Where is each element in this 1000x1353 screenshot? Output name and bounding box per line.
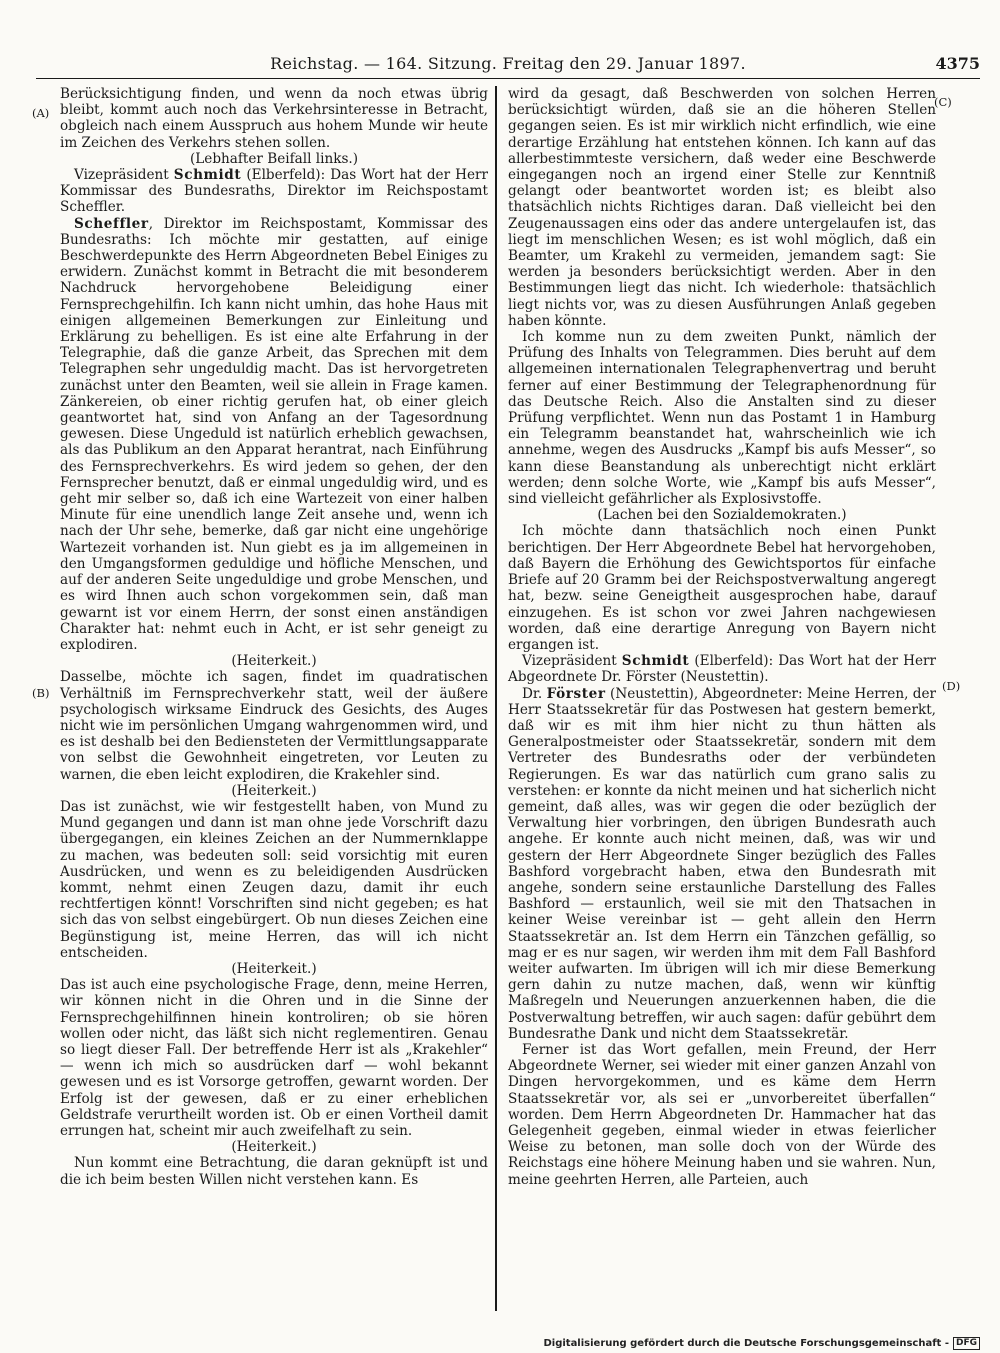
- body-paragraph: wird da gesagt, daß Beschwerden von solchen Herren berücksichtigt würden, daß sie an die höheren Stellen gegangen seien. Es ist mir wirklich nicht erfindlich, wie eine derartige Erzählung hat entstehen können. Ich kann auf das allerbestimmteste versichern, daß weder eine Beschwerde eingegangen noch an irgend einer Stelle zur Kenntniß gelangt oder beantwortet worden ist; es bleibt also thatsächlich nichts Richtiges daran. Daß vielleicht bei den Zeugenaussagen eins oder das andere untergelaufen ist, das liegt im menschlichen Wesen; es ist wohl möglich, daß ein Beamter, um Krakehl zu vermeiden, jemandem sagt: Sie werden ja besonders berücksichtigt werden. Aber in den Bestimmungen liegt das nicht. Ich wiederhole: thatsächlich liegt nichts vor, was zu diesen Ausführungen Anlaß gegeben haben könnte.: [508, 86, 936, 329]
- margin-mark-c: (C): [934, 95, 952, 109]
- speech-paragraph: [60, 167, 488, 216]
- speech-text: (Elberfeld): Das Wort hat der Herr Abgeordnete Dr. Förster (Neustettin).: [508, 653, 937, 686]
- margin-mark-b: (B): [32, 686, 50, 700]
- speech-paragraph: [508, 686, 936, 1042]
- dfg-logo: DFG: [953, 1337, 980, 1350]
- left-column: [60, 86, 488, 1188]
- body-paragraph: Ich komme nun zu dem zweiten Punkt, nämlich der Prüfung des Inhalts von Telegrammen. Dies beruht auf dem allgemeinen internationalen Telegraphenvertrag und beruht ferner auf einer Bestimmung der Telegraphenordnung für das Deutsche Reich. Also die Anstalten sind zu dieser Prüfung verpflichtet. Wenn nun das Postamt 1 in Hamburg ein Telegramm beanstandet hat, wahrscheinlich wie ich annehme, wegen des Ausdrucks „Kampf bis aufs Messer“, so kann diese Beanstandung als unberechtigt nicht erklärt werden; denn solche Worte, wie „Kampf bis aufs Messer“, sind vielleicht gefährlicher als Explosivstoffe.: [508, 329, 936, 508]
- page-number: 4375: [935, 54, 980, 73]
- stage-direction: (Heiterkeit.): [231, 960, 317, 977]
- footer: [543, 1337, 980, 1350]
- speech-text: , Direktor im Reichspostamt, Kommissar des Bundesraths: Ich möchte mir gestatten, auf einige Beschwerdepunkte des Herrn Abgeordneten Bebel Einiges zu erwidern. Zunächst kommt in Betracht die mit besonderem Nachdruck hervorgehobene Beleidigung einer Fernsprechgehilfin. Ich kann nicht umhin, das hohe Haus mit einigen allgemeinen Bemerkungen zur Einleitung und Erklärung zu behelligen. Es ist eine alte Erfahrung in der Telegraphie, daß die ganze Arbeit, das Sprechen mit dem Telegraphen sehr ungeduldig macht. Das ist hervorgetreten zunächst unter den Beamten, weil sie allein in Frage kamen. Zänkereien, ob einer richtig gerufen hat, ob einer gleich geantwortet hat, sind von Anfang an der Tagesordnung gewesen. Diese Ungeduld ist natürlich erheblich gewachsen, als das Publikum an den Apparat herantrat, nach Einführung des Fernsprechverkehrs. Es wird jedem so gehen, der den Fernsprecher benutzt, daß er einmal ungeduldig wird, und es geht mir selber so, daß ich eine Wartezeit von einer halben Minute für eine unendlich lange Zeit ansehe und, wenn ich nach der Uhr sehe, bemerke, daß gar nicht eine ungehörige Wartezeit vorhanden ist. Nun giebt es ja im allgemeinen in den Umgangsformen geduldige und höfliche Menschen, und auf der anderen Seite ungeduldige und grobe Menschen, und es wird Ihnen auch schon vorgekommen sein, daß man gewarnt ist vor einem Herrn, der sonst einen anständigen Charakter hat: nehmt euch in Acht, er ist sehr geneigt zu explodiren.: [60, 215, 488, 653]
- body-paragraph: Ich möchte dann thatsächlich noch einen Punkt berichtigen. Der Herr Abgeordnete Bebel hat hervorgehoben, daß Bayern die Erhöhung des Gewichtsportos für einfache Briefe auf 20 Gramm bei der Reichspostverwaltung angeregt hat, bezw. seine Geneigtheit ausgesprochen habe, darauf einzugehen. Es ist schon vor zwei Jahren nachgewiesen worden, daß eine derartige Anregung von Bayern nicht ergangen ist.: [508, 523, 936, 653]
- margin-mark-a: (A): [32, 106, 50, 120]
- body-paragraph: Berücksichtigung finden, und wenn da noch etwas übrig bleibt, kommt auch noch das Verkehrsinteresse in Betracht, obgleich nach einem Ausspruch aus hohem Munde wir heute im Zeichen des Verkehrs stehen sollen.: [60, 86, 488, 151]
- page-header: [36, 52, 980, 79]
- stage-direction: (Heiterkeit.): [231, 782, 317, 799]
- speaker-name: Förster: [546, 685, 606, 702]
- right-column: [508, 86, 936, 1188]
- column-divider: [495, 86, 497, 1311]
- body-paragraph: Nun kommt eine Betrachtung, die daran geknüpft ist und die ich beim besten Willen nicht verstehen kann. Es: [60, 1155, 488, 1188]
- stage-direction: (Heiterkeit.): [231, 653, 317, 670]
- footer-credit: Digitalisierung gefördert durch die Deutsche Forschungsgemeinschaft -: [543, 1338, 949, 1349]
- speech-paragraph: [508, 653, 936, 685]
- body-paragraph: Das ist auch eine psychologische Frage, denn, meine Herren, wir können nicht in die Ohren und in die Sinne der Fernsprechgehilfinnen hinein kontroliren; ob sie hören wollen oder nicht, das läßt sich nicht reglementiren. Genau so liegt dieser Fall. Der betreffende Herr ist als „Krakehler“ — wenn ich mich so ausdrücken darf — wohl bekannt gewesen und es ist Vorsorge getroffen, gewarnt worden. Der Erfolg ist der gewesen, daß er zu einer erheblichen Geldstrafe verurtheilt worden ist. Ob er einen Vortheil damit errungen hat, scheint mir auch zweifelhaft zu sein.: [60, 977, 488, 1139]
- speaker-name: Schmidt: [173, 167, 242, 184]
- margin-mark-d: (D): [942, 679, 961, 693]
- stage-direction: (Heiterkeit.): [231, 1139, 317, 1156]
- speaker-title: Vizepräsident: [522, 653, 622, 670]
- speaker-title: Dr.: [522, 685, 547, 702]
- speaker-title: Vizepräsident: [74, 167, 174, 184]
- speaker-name: Scheffler: [74, 215, 149, 232]
- speech-text: (Elberfeld): Das Wort hat der Herr Kommissar des Bundesraths, Direktor im Reichspostamt Scheffler.: [60, 167, 489, 216]
- speaker-name: Schmidt: [621, 653, 690, 670]
- speech-text: (Neustettin), Abgeordneter: Meine Herren, der Herr Staatssekretär für das Postwesen hat gestern bemerkt, daß wir es mit ihm hier nicht zu thun hätten als Generalpostmeister oder Staatssekretär, sondern mit dem Vertreter des Bundesraths oder der verbündeten Regierungen. Es war das natürlich cum grano salis zu verstehen: er konnte da nicht meinen und hat sicherlich nicht gemeint, daß alles, was wir gegen die oder bezüglich der Verwaltung hier vorbringen, den übrigen Bundesrath auch angehe. Er konnte auch nicht meinen, daß, was wir und gestern der Herr Abgeordnete Singer bezüglich des Falles Bashford vorgebracht haben, etwa den Bundesrath mit angehe, sondern seine erstaunliche Darstellung des Falles Bashford — erstaunlich, weil sie mit den Thatsachen in keiner Weise vereinbar ist — geht allein den Herrn Staatssekretär an. Ist dem Herrn ein Tänzchen gefällig, so mag er es nur sagen, wir werden ihm mit dem Fall Bashford weiter aufwarten. Im übrigen will ich mir diese Bemerkung gern dahin zu nutze machen, daß, wenn wir künftig Maßregeln und Neuerungen anzuerkennen haben, die die Postverwaltung betreffen, wir auch sagen: dafür gebührt dem Bundesrathe Dank und nicht dem Staatssekretär.: [508, 685, 937, 1042]
- stage-direction: (Lachen bei den Sozialdemokraten.): [597, 507, 847, 524]
- body-paragraph: Dasselbe, möchte ich sagen, findet im quadratischen Verhältniß im Fernsprechverkehr statt, weil der äußere psychologisch wirksame Eindruck des Gesichts, des Auges nicht wie im persönlichen Umgang wahrgenommen wird, und es ist deshalb bei den Bediensteten der Vermittlungsapparate von selbst die Gewohnheit eingetreten, vor Leuten zu warnen, die eben leicht explodiren, die Krakehler sind.: [60, 669, 488, 783]
- speech-paragraph: [60, 216, 488, 653]
- body-paragraph: Das ist zunächst, wie wir festgestellt haben, von Mund zu Mund gegangen und dann ist man ohne jede Vorschrift dazu übergegangen, ein kleines Zeichen an der Nummernklappe zu machen, was bedeuten soll: seid vorsichtig mit euren Ausdrücken, und wenn es zu beleidigenden Ausdrücken kommt, nehmt einen Zeugen dazu, damit ihr euch rechtfertigen könnt! Vorschriften sind nicht gegeben; es hat sich das von selbst eingebürgert. Ob nun dieses Zeichen eine Begünstigung ist, meine Herren, das will ich nicht entscheiden.: [60, 798, 488, 961]
- running-title: Reichstag. — 164. Sitzung. Freitag den 29. Januar 1897.: [270, 54, 746, 73]
- body-paragraph: Ferner ist das Wort gefallen, mein Freund, der Herr Abgeordnete Werner, sei wieder mit einer ganzen Anzahl von Dingen hervorgekommen, und es käme dem Herrn Staatssekretär vor, als sei er „unvorbereitet überfallen“ worden. Dem Herrn Abgeordneten Dr. Hammacher hat das Gelegenheit gegeben, einmal wieder in etwas feierlicher Weise zu betonen, man solle doch von der Würde des Reichstags eine höhere Meinung haben und sie wahren. Nun, meine geehrten Herren, alle Parteien, auch: [508, 1041, 936, 1188]
- stage-direction: (Lebhafter Beifall links.): [189, 150, 359, 167]
